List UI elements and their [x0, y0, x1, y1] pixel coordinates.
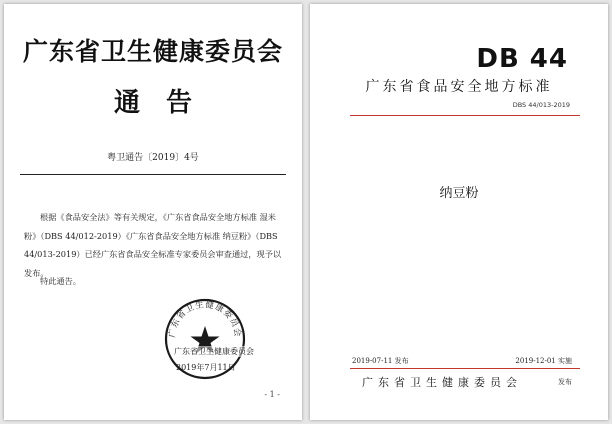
issue-date: 2019-07-11 发布	[352, 357, 409, 365]
signing-agency: 广东省卫生健康委员会	[174, 347, 254, 356]
notice-page	[4, 4, 302, 420]
header-divider	[20, 174, 286, 175]
document-number: 粤卫通告〔2019〕4号	[107, 153, 199, 163]
notice-body: 根据《食品安全法》等有关规定，《广东省食品安全地方标准 湿米粉》（DBS 44/012-2019）《广东省食品安全地方标准 纳豆粉》（DBS 44/013-2019）已经广东省食品安全标准专家委员会审查通过，现予以发布。	[24, 212, 282, 278]
notice-date: 2019年7月11日	[176, 363, 236, 372]
top-divider	[350, 115, 580, 116]
standard-code: DB 44	[476, 44, 568, 74]
standard-title: 纳豆粉	[439, 186, 479, 201]
notice-closing: 特此通告。	[40, 276, 81, 286]
agency-title: 广东省卫生健康委员会	[22, 37, 283, 66]
bottom-divider	[350, 368, 580, 369]
implementation-date: 2019-12-01 实施	[515, 357, 572, 365]
issue-label: 发布	[558, 378, 572, 386]
notice-heading: 通告	[113, 88, 218, 118]
page-number: - 1 -	[264, 390, 280, 399]
standard-number: DBS 44/013-2019	[512, 101, 570, 109]
standard-type: 广东省食品安全地方标准	[365, 79, 553, 95]
standard-cover-page	[310, 4, 608, 420]
issuing-agency: 广东省卫生健康委员会	[362, 376, 522, 389]
seal-ring-text: 广东省卫生健康委员会	[167, 300, 243, 339]
